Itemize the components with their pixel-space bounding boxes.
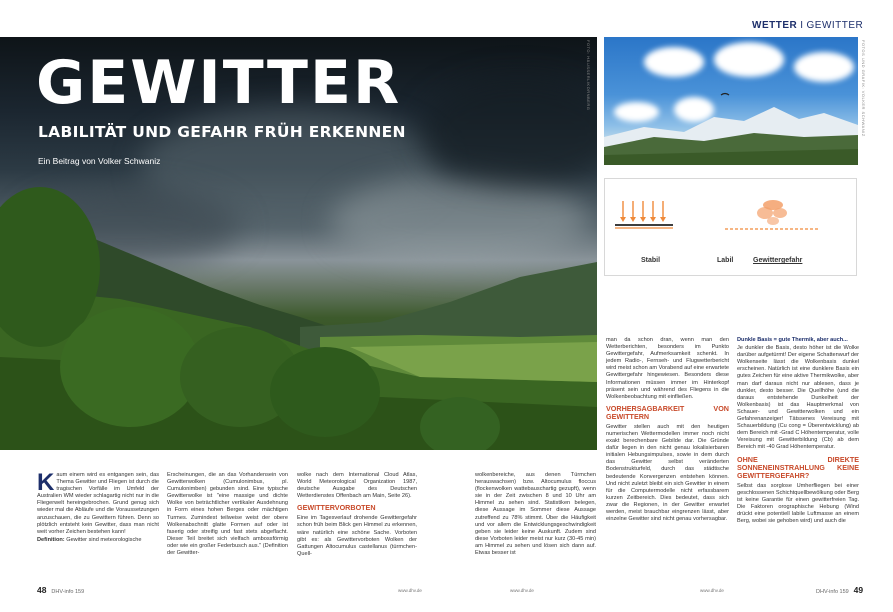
photo-credit: FOTO: HÄUSSERL/KORNBERG [586, 40, 591, 111]
column-text-2: Eine im Tagesverlauf drohende Gewittergefahr schon früh beim Blick gen Himmel zu erkennen, wäre natürlich eine schöne Sache. Vorboten gibt es: als Gewittervorboten Wolken der Gattungen Altocumulus castellanus (türmchen-Quell- [297, 515, 417, 557]
magazine-issue-left: DHV-info 159 [51, 589, 85, 595]
label-thunderstorm-risk: Gewittergefahr [753, 257, 803, 264]
label-stable: Stabil [641, 257, 661, 264]
footer-right [813, 585, 863, 595]
tree [60, 307, 200, 427]
column-heading: OHNE DIREKTE SONNENEINSTRAHLUNG KEINE GEWITTERGEFAHR? [737, 454, 859, 480]
magazine-issue-right: DHV-info 159 [816, 589, 849, 595]
text-column-5 [606, 337, 729, 524]
text-column-2 [167, 472, 288, 558]
photo-credit-right: FOTOS UND GRAFIK: VOLKER SCHWANIZ [861, 40, 866, 137]
footer-left [37, 585, 87, 595]
footer-url-mid: www.dhv.de [510, 588, 534, 593]
article-author: Ein Beitrag von Volker Schwaniz [38, 156, 161, 166]
definition-label: Definition: [37, 536, 65, 543]
tree [420, 397, 500, 450]
column-text: aum einem wird es entgangen sein, das Thema Gewitter und Fliegen ist durch die tragischen Vorfälle im Umfeld der Australien WM wieder schlagartig nicht nur in die Fliegerwelt hereingebrochen. Grund genug sich wieder mal die Abläufe und die Voraussetzungen anzuschauen, die zu Gewittern führen. Denn so plötzlich entsteht kein Gewitter, dass man nicht weit vorher Zeichen bestehen kann! [37, 472, 159, 535]
column-text: man da schon dran, wenn man den Wetterberichten, besonders im Punkto Gewittergefahr, Aufmerksamkeit schenkt. In jedem Radio-, Fernseh- und Flugwetterbericht wird meist schon am Vorabend auf eine erwartete Gewittergefahr hingewiesen. Besonders diese Informationen müssen immer im Hinterkopf präsent sein und während des Fliegens in die Wolkenbeobachtung mit einfließen. [606, 337, 729, 400]
column-text-2: Gewitter stellen auch mit den heutigen numerischen Wettermodellen immer noch nicht exakt berechenbare Gebilde dar. Die Gründe dafür liegen in den nicht genau lokalisierbaren initialen Hebungsimpulses, sowie in dem durch das Gewitter selbst veränderten Bodenstrukturfeld, durch das städtische bedeutende Konvergenzen entstehen können. Und nicht zuletzt bleibt ein sich Gewitter in einem für die Computermodelle nicht erfassbarem kurzen Zeitbereich. Dies bedeutet, dass sich zwar die Regionen, in der Gewitter erwartet werden, meist brauchbar eingrenzen lässt, aber einzelne Gewitter sind nicht genau vorhersagbar. [606, 423, 729, 523]
footer-url-left: www.dhv.de [398, 588, 422, 593]
column-subheading: Dunkle Basis = gute Thermik, aber auch... [737, 337, 848, 343]
footer-url-right: www.dhv.de [700, 588, 724, 593]
column-heading: GEWITTERVORBOTEN [297, 503, 376, 513]
label-labile: Labil [717, 257, 734, 264]
paraglider-photo [604, 37, 858, 165]
dropcap: K [37, 469, 55, 496]
text-column-1 [37, 469, 159, 545]
column-heading: VORHERSAGBARKEIT VON GEWITTERN [606, 403, 729, 421]
text-column-6 [737, 337, 859, 526]
text-column-4 [475, 472, 596, 558]
column-text: wolke nach dem International Cloud Atlas, World Meteorological Organization 1987, deutsche Ausgabe des Deutschen Wetterdienstes Offenbach am Main, Seite 26). [297, 472, 417, 500]
definition-text: Gewitter sind meteorologische [66, 536, 142, 543]
column-text-2: Selbst das sorglose Umherfliegen bei einer geschlossenen Schichtquellbewölkung oder Berg ist keine Garantie für einen gewitterfreien Tag. Die Faktoren orographische Hebung (Wind drückt eine potentiell labile Luftmasse an einem Berg, wobei sie gehoben wird) und auch die [737, 482, 859, 524]
subsection-label: GEWITTER [806, 20, 864, 31]
page-number-right: 49 [853, 585, 864, 595]
column-text: Erscheinungen, die an das Vorhandensein von Gewitterwolken (Cumulonimbus, pl. Cumulonimben) gebunden sind. Eine typische Gewitterwolke ist "eine massige und dichte Wolke von beträchtlicher vertikaler Ausdehnung in Form eines hohen Berges oder mächtigen Turmes. Zumindest teilweise weist der obere Wolkenabschnitt glatte Formen auf oder ist faserig oder streifig und fast stets abgeflacht. Dieser Teil breitet sich vielfach ambossförmig oder wie ein großer Federbusch aus." (Definition der Gewitter- [167, 472, 288, 557]
article-title: GEWITTER [36, 48, 402, 118]
page-number-left: 48 [37, 585, 47, 595]
section-header [752, 20, 863, 31]
column-text: Je dunkler die Basis, desto höher ist die Wolke darüber aufgetürmt! Der eigene Schattenwurf der Wolkenseite lässt die Wolkenbasis dunkel erscheinen. Natürlich ist eine dunklere Basis ein gutes Zeichen für eine aktive Thermikwolke, aber man darf daraus nicht nur ablesen, dass je dunkler, desto besser. Die Quellhöhe (und die daraus entstehende Dunkelheit der Wolkenbasis) ist das Hauptmerkmal von Schauer- und Gewitterwolken und ein Gefahrenanzeiger! Tätssenes Vereisung mit Schauerbildung (Cu cong = Überentwicklung) ab dem Bereich mit -Grad C Höhentemperatur, volle Vereisung mit Gewitterbildung (Cb) ab dem Bereich mit -40 Grad Höhentemperatur. [737, 345, 859, 451]
section-label: WETTER [752, 20, 798, 31]
article-subtitle: LABILITÄT UND GEFAHR FRÜH ERKENNEN [38, 123, 406, 141]
section-separator: I [800, 20, 804, 31]
text-column-3 [297, 472, 417, 559]
stability-diagram [604, 178, 857, 276]
mountain-range [604, 37, 858, 165]
column-text: wolkenbereiche, aus denen Türmchen herauswachsen) bzw. Altocumulus floccus (flockenwolken wattebauschartig gezupft), wenn sie in der Zeit zwischen 8 und 10 Uhr am Himmel zu sehen sind. Statistiken belegen, diese Aussage im Sommer diese Aussage zutreffend zu 78% stimmt. Über die Häufigkeit und vor allem die Entwicklungsgeschwindigkeit geben sie leider keine Auskunft. Zudem sind diese Vorboten leider meist nur kurz (30-45 min) am Himmel zu sehen und lösen sich dann auf. Etwas besser ist [475, 472, 596, 557]
tree [270, 347, 380, 437]
